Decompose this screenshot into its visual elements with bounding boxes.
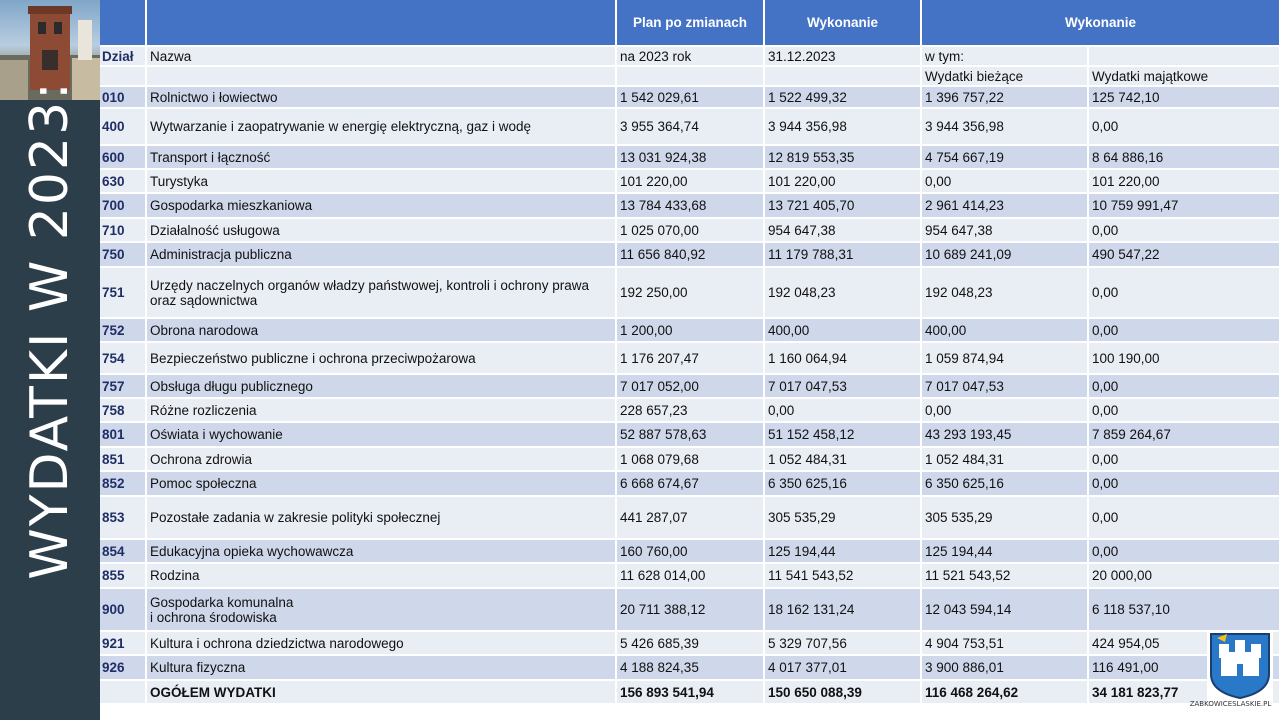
total-row [100, 680, 1280, 704]
plan-value: 1 542 029,61 [616, 86, 764, 108]
wykonanie-value: 7 017 047,53 [764, 374, 921, 398]
plan-value: 1 068 079,68 [616, 447, 764, 471]
dzial-code: 710 [100, 218, 146, 242]
biezace-value: 125 194,44 [921, 539, 1088, 563]
biezace-value: 2 961 414,23 [921, 193, 1088, 218]
wykonanie-value: 3 944 356,98 [764, 108, 921, 145]
subheader-plan-year: na 2023 rok [616, 46, 764, 66]
biezace-value: 4 904 753,51 [921, 631, 1088, 655]
biezace-value: 43 293 193,45 [921, 422, 1088, 447]
plan-value: 228 657,23 [616, 398, 764, 422]
subheader-empty [764, 66, 921, 86]
plan-value: 1 176 207,47 [616, 342, 764, 374]
dzial-code: 853 [100, 496, 146, 539]
header-wykonanie: Wykonanie [764, 0, 921, 46]
majatkowe-value: 0,00 [1088, 471, 1280, 496]
biezace-value: 0,00 [921, 398, 1088, 422]
header-plan: Plan po zmianach [616, 0, 764, 46]
wykonanie-value: 18 162 131,24 [764, 588, 921, 631]
total-plan: 156 893 541,94 [616, 680, 764, 704]
wykonanie-value: 12 819 553,35 [764, 145, 921, 169]
majatkowe-value: 490 547,22 [1088, 242, 1280, 267]
table-row [100, 588, 1280, 631]
row-name: Kultura i ochrona dziedzictwa narodowego [146, 631, 616, 655]
plan-value: 441 287,07 [616, 496, 764, 539]
wykonanie-value: 11 541 543,52 [764, 563, 921, 588]
table-row [100, 193, 1280, 218]
wykonanie-value: 192 048,23 [764, 267, 921, 318]
table-row [100, 242, 1280, 267]
dzial-code: 801 [100, 422, 146, 447]
total-empty [100, 680, 146, 704]
plan-value: 6 668 674,67 [616, 471, 764, 496]
dzial-code: 921 [100, 631, 146, 655]
wykonanie-value: 125 194,44 [764, 539, 921, 563]
wykonanie-value: 305 535,29 [764, 496, 921, 539]
row-name: Działalność usługowa [146, 218, 616, 242]
majatkowe-value: 424 954,05 [1088, 631, 1280, 655]
table-row [100, 655, 1280, 680]
table-row [100, 447, 1280, 471]
dzial-code: 700 [100, 193, 146, 218]
biezace-value: 3 900 886,01 [921, 655, 1088, 680]
row-name: Obsługa długu publicznego [146, 374, 616, 398]
table-row [100, 145, 1280, 169]
total-majatkowe: 34 181 823,77 [1088, 680, 1280, 704]
biezace-value: 4 754 667,19 [921, 145, 1088, 169]
plan-value: 3 955 364,74 [616, 108, 764, 145]
dzial-code: 758 [100, 398, 146, 422]
total-label: OGÓŁEM WYDATKI [146, 680, 616, 704]
subheader-empty [100, 66, 146, 86]
wykonanie-value: 5 329 707,56 [764, 631, 921, 655]
expenses-table [100, 0, 1280, 705]
dzial-code: 600 [100, 145, 146, 169]
plan-value: 13 031 924,38 [616, 145, 764, 169]
wykonanie-value: 6 350 625,16 [764, 471, 921, 496]
table-row [100, 267, 1280, 318]
wykonanie-value: 51 152 458,12 [764, 422, 921, 447]
subheader-row-2 [100, 66, 1280, 86]
plan-value: 52 887 578,63 [616, 422, 764, 447]
dzial-code: 851 [100, 447, 146, 471]
table-row [100, 398, 1280, 422]
dzial-code: 757 [100, 374, 146, 398]
table-row [100, 169, 1280, 193]
biezace-value: 11 521 543,52 [921, 563, 1088, 588]
row-name: Urzędy naczelnych organów władzy państwowej, kontroli i ochrony prawa oraz sądownictwa [146, 267, 616, 318]
row-name: Gospodarka mieszkaniowa [146, 193, 616, 218]
row-name: Administracja publiczna [146, 242, 616, 267]
majatkowe-value: 10 759 991,47 [1088, 193, 1280, 218]
majatkowe-value: 0,00 [1088, 267, 1280, 318]
majatkowe-value: 100 190,00 [1088, 342, 1280, 374]
majatkowe-value: 0,00 [1088, 374, 1280, 398]
row-name: Kultura fizyczna [146, 655, 616, 680]
plan-value: 13 784 433,68 [616, 193, 764, 218]
dzial-code: 400 [100, 108, 146, 145]
row-name: Transport i łączność [146, 145, 616, 169]
biezace-value: 12 043 594,14 [921, 588, 1088, 631]
subheader-empty [1088, 46, 1280, 66]
plan-value: 160 760,00 [616, 539, 764, 563]
wykonanie-value: 1 160 064,94 [764, 342, 921, 374]
wykonanie-value: 101 220,00 [764, 169, 921, 193]
table-row [100, 563, 1280, 588]
row-name: Różne rozliczenia [146, 398, 616, 422]
subheader-majatkowe: Wydatki majątkowe [1088, 66, 1280, 86]
table-row [100, 539, 1280, 563]
row-name: Rodzina [146, 563, 616, 588]
subheader-row [100, 46, 1280, 66]
plan-value: 7 017 052,00 [616, 374, 764, 398]
majatkowe-value: 0,00 [1088, 447, 1280, 471]
row-name: Oświata i wychowanie [146, 422, 616, 447]
row-name: Obrona narodowa [146, 318, 616, 342]
biezace-value: 1 052 484,31 [921, 447, 1088, 471]
table-row [100, 108, 1280, 145]
wykonanie-value: 0,00 [764, 398, 921, 422]
subheader-date: 31.12.2023 [764, 46, 921, 66]
table-row [100, 496, 1280, 539]
wykonanie-value: 4 017 377,01 [764, 655, 921, 680]
dzial-code: 010 [100, 86, 146, 108]
biezace-value: 10 689 241,09 [921, 242, 1088, 267]
total-biezace: 116 468 264,62 [921, 680, 1088, 704]
majatkowe-value: 0,00 [1088, 539, 1280, 563]
row-name: Wytwarzanie i zaopatrywanie w energię elektryczną, gaz i wodę [146, 108, 616, 145]
table-row [100, 86, 1280, 108]
row-name: Pozostałe zadania w zakresie polityki społecznej [146, 496, 616, 539]
majatkowe-value: 7 859 264,67 [1088, 422, 1280, 447]
biezace-value: 1 396 757,22 [921, 86, 1088, 108]
majatkowe-value: 0,00 [1088, 496, 1280, 539]
dzial-code: 630 [100, 169, 146, 193]
majatkowe-value: 8 64 886,16 [1088, 145, 1280, 169]
row-name: Ochrona zdrowia [146, 447, 616, 471]
sidebar [0, 0, 100, 720]
plan-value: 1 025 070,00 [616, 218, 764, 242]
row-name: Bezpieczeństwo publiczne i ochrona przeciwpożarowa [146, 342, 616, 374]
majatkowe-value: 125 742,10 [1088, 86, 1280, 108]
header-row [100, 0, 1280, 46]
dzial-code: 752 [100, 318, 146, 342]
biezace-value: 954 647,38 [921, 218, 1088, 242]
wykonanie-value: 13 721 405,70 [764, 193, 921, 218]
dzial-code: 751 [100, 267, 146, 318]
biezace-value: 400,00 [921, 318, 1088, 342]
plan-value: 101 220,00 [616, 169, 764, 193]
dzial-code: 852 [100, 471, 146, 496]
subheader-nazwa: Nazwa [146, 46, 616, 66]
table-row [100, 471, 1280, 496]
header-blank [146, 0, 616, 46]
table-row [100, 218, 1280, 242]
majatkowe-value: 0,00 [1088, 218, 1280, 242]
subheader-empty [616, 66, 764, 86]
row-name: Turystyka [146, 169, 616, 193]
biezace-value: 0,00 [921, 169, 1088, 193]
biezace-value: 192 048,23 [921, 267, 1088, 318]
logo-caption: ZABKOWICESLASKIE.PL [1189, 700, 1272, 708]
dzial-code: 750 [100, 242, 146, 267]
biezace-value: 305 535,29 [921, 496, 1088, 539]
biezace-value: 3 944 356,98 [921, 108, 1088, 145]
biezace-value: 1 059 874,94 [921, 342, 1088, 374]
majatkowe-value: 116 491,00 [1088, 655, 1280, 680]
table-row [100, 422, 1280, 447]
row-name: Pomoc społeczna [146, 471, 616, 496]
plan-value: 1 200,00 [616, 318, 764, 342]
plan-value: 11 656 840,92 [616, 242, 764, 267]
plan-value: 192 250,00 [616, 267, 764, 318]
table-row [100, 318, 1280, 342]
table-row [100, 631, 1280, 655]
plan-value: 4 188 824,35 [616, 655, 764, 680]
total-wykonanie: 150 650 088,39 [764, 680, 921, 704]
table-row [100, 342, 1280, 374]
biezace-value: 6 350 625,16 [921, 471, 1088, 496]
dzial-code: 754 [100, 342, 146, 374]
majatkowe-value: 20 000,00 [1088, 563, 1280, 588]
majatkowe-value: 101 220,00 [1088, 169, 1280, 193]
row-name: Gospodarka komunalna i ochrona środowiska [146, 588, 616, 631]
plan-value: 5 426 685,39 [616, 631, 764, 655]
subheader-biezace: Wydatki bieżące [921, 66, 1088, 86]
expenses-table-wrap [100, 0, 1280, 705]
majatkowe-value: 6 118 537,10 [1088, 588, 1280, 631]
majatkowe-value: 0,00 [1088, 318, 1280, 342]
wykonanie-value: 400,00 [764, 318, 921, 342]
header-blank [100, 0, 146, 46]
row-name: Rolnictwo i łowiectwo [146, 86, 616, 108]
majatkowe-value: 0,00 [1088, 108, 1280, 145]
dzial-code: 855 [100, 563, 146, 588]
wykonanie-value: 1 052 484,31 [764, 447, 921, 471]
dzial-code: 926 [100, 655, 146, 680]
wykonanie-value: 954 647,38 [764, 218, 921, 242]
dzial-code: 854 [100, 539, 146, 563]
plan-value: 11 628 014,00 [616, 563, 764, 588]
wykonanie-value: 11 179 788,31 [764, 242, 921, 267]
wykonanie-value: 1 522 499,32 [764, 86, 921, 108]
page-title: WYDATKI W 2023: [20, 80, 80, 580]
subheader-w-tym: w tym: [921, 46, 1088, 66]
plan-value: 20 711 388,12 [616, 588, 764, 631]
header-wykonanie-detail: Wykonanie [921, 0, 1280, 46]
majatkowe-value: 0,00 [1088, 398, 1280, 422]
subheader-dzial: Dział [100, 46, 146, 66]
dzial-code: 900 [100, 588, 146, 631]
row-name: Edukacyjna opieka wychowawcza [146, 539, 616, 563]
subheader-empty [146, 66, 616, 86]
biezace-value: 7 017 047,53 [921, 374, 1088, 398]
table-row [100, 374, 1280, 398]
